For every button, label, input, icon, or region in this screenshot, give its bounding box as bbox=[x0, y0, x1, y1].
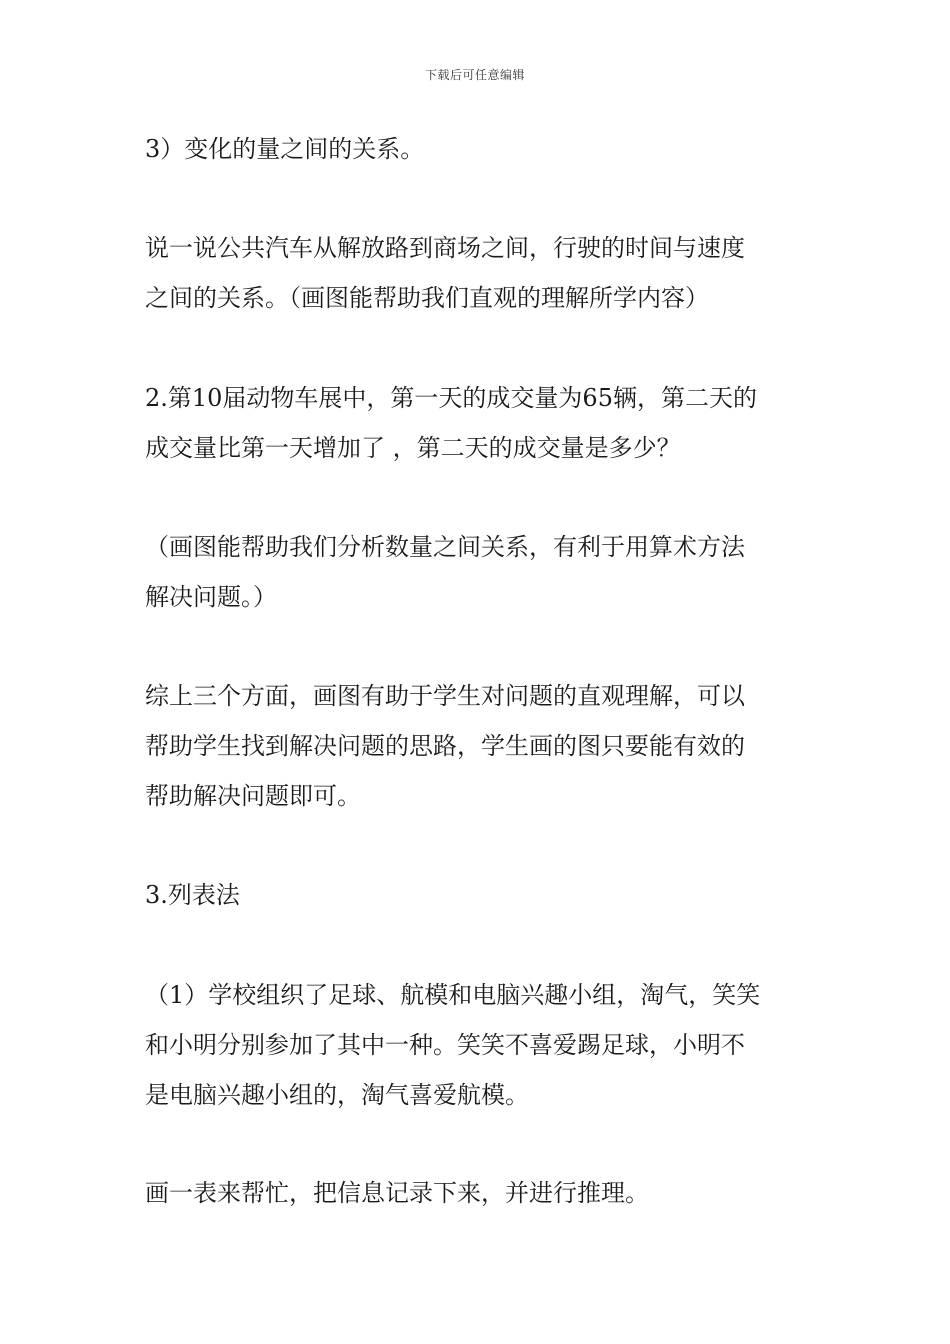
text-line: 之间的关系。（画图能帮助我们直观的理解所学内容） bbox=[145, 284, 709, 312]
paragraph-draw-table bbox=[145, 1168, 817, 1218]
text-line: 帮助解决问题即可。 bbox=[145, 782, 361, 810]
paragraph-car-show bbox=[145, 373, 817, 473]
text-line: 3）变化的量之间的关系。 bbox=[145, 135, 425, 163]
text-line: 综上三个方面，画图有助于学生对问题的直观理解，可以 bbox=[145, 682, 745, 710]
paragraph-relation-heading bbox=[145, 124, 817, 174]
text-line: 解决问题。） bbox=[145, 583, 277, 611]
text-line: （画图能帮助我们分析数量之间关系，有利于用算术方法 bbox=[145, 533, 745, 561]
text-line: 2.第10届动物车展中，第一天的成交量为65辆，第二天的 bbox=[145, 384, 757, 412]
paragraph-summary bbox=[145, 671, 817, 821]
text-line: （1）学校组织了足球、航模和电脑兴趣小组，淘气，笑笑 bbox=[145, 981, 761, 1009]
section-heading-table-method bbox=[145, 870, 817, 920]
text-line: 成交量比第一天增加了 ，第二天的成交量是多少？ bbox=[145, 434, 681, 462]
text-line: 帮助学生找到解决问题的思路，学生画的图只要能有效的 bbox=[145, 732, 745, 760]
text-line: 画一表来帮忙，把信息记录下来，并进行推理。 bbox=[145, 1179, 649, 1207]
paragraph-interest-groups bbox=[145, 970, 817, 1120]
text-line: 和小明分别参加了其中一种。笑笑不喜爱踢足球，小明不 bbox=[145, 1031, 745, 1059]
page-header: 下载后可任意编辑 bbox=[424, 68, 525, 82]
paragraph-bus-speed bbox=[145, 223, 817, 323]
text-line: 3.列表法 bbox=[145, 881, 240, 909]
text-line: 是电脑兴趣小组的，淘气喜爱航模。 bbox=[145, 1081, 529, 1109]
text-line: 说一说公共汽车从解放路到商场之间，行驶的时间与速度 bbox=[145, 234, 745, 262]
paragraph-drawing-note bbox=[145, 522, 817, 622]
